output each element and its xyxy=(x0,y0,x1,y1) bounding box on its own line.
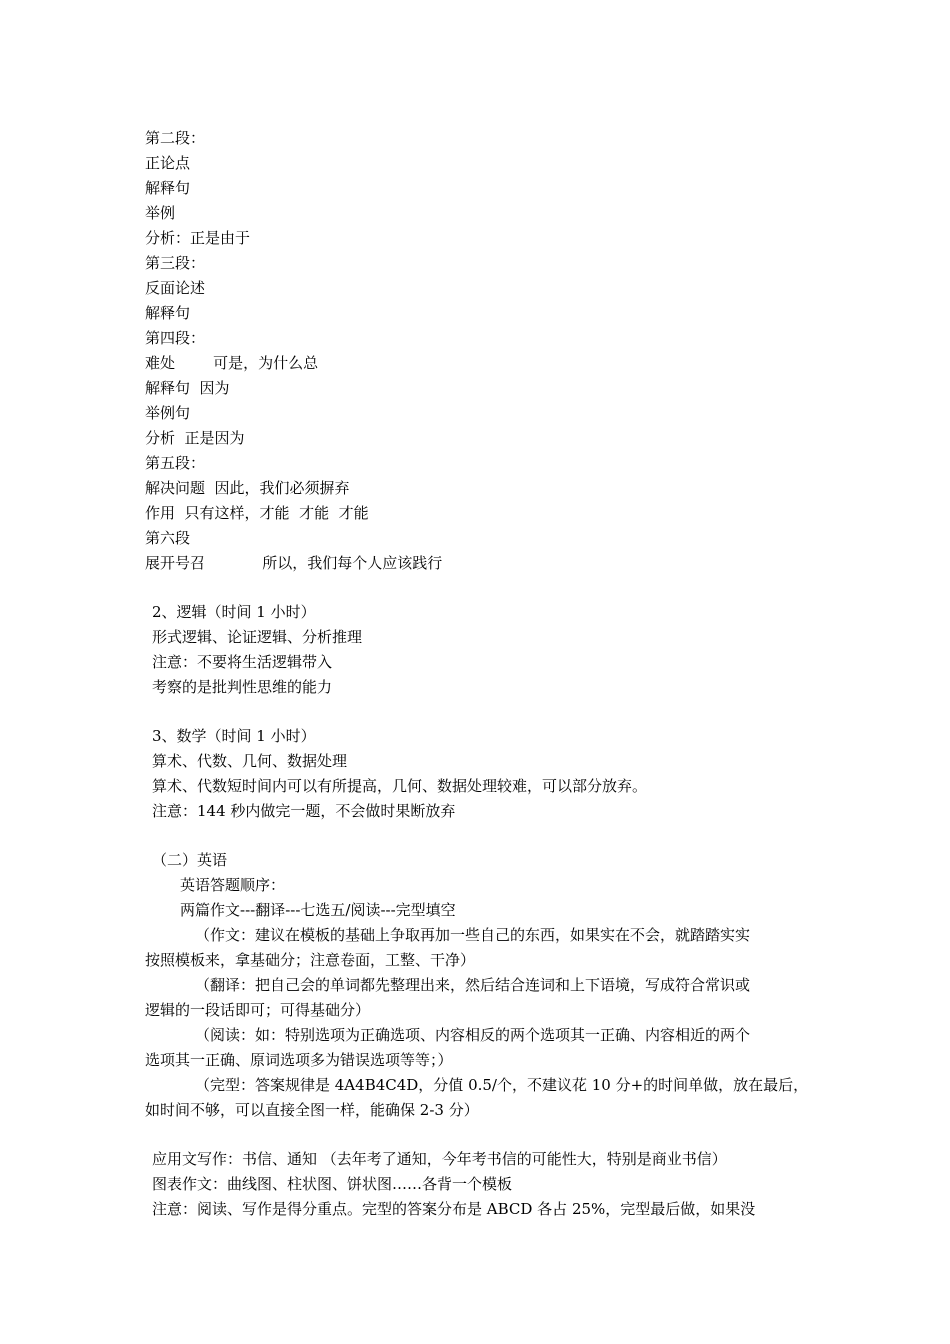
outline-line: 解决问题 因此，我们必须摒弃 xyxy=(145,479,350,497)
outline-line: 难处 可是，为什么总 xyxy=(145,354,319,372)
outline-line: 解释句 xyxy=(145,179,191,197)
math-line: 注意：144 秒内做完一题，不会做时果断放弃 xyxy=(152,802,456,820)
english-tip-translation-cont: 逻辑的一段话即可；可得基础分） xyxy=(145,1001,371,1019)
math-line: 算术、代数、几何、数据处理 xyxy=(152,752,348,770)
english-note: 图表作文：曲线图、柱状图、饼状图……各背一个模板 xyxy=(152,1175,513,1193)
english-tip-reading-cont: 选项其一正确、原词选项多为错误选项等等；） xyxy=(145,1051,453,1069)
outline-line: 反面论述 xyxy=(145,279,206,297)
english-tip-translation: （翻译：把自己会的单词都先整理出来，然后结合连词和上下语境，写成符合常识或 xyxy=(195,976,751,994)
outline-line: 正论点 xyxy=(145,154,191,172)
english-order: 两篇作文---翻译---七选五/阅读---完型填空 xyxy=(180,901,456,919)
outline-line: 分析：正是由于 xyxy=(145,229,251,247)
outline-line: 分析 正是因为 xyxy=(145,429,245,447)
outline-line: 第三段： xyxy=(145,254,206,272)
outline-line: 第五段： xyxy=(145,454,206,472)
outline-line: 展开号召 所以，我们每个人应该践行 xyxy=(145,554,443,572)
outline-line: 举例 xyxy=(145,204,176,222)
english-tip-reading: （阅读：如：特别选项为正确选项、内容相反的两个选项其一正确、内容相近的两个 xyxy=(195,1026,751,1044)
english-note: 注意：阅读、写作是得分重点。完型的答案分布是 ABCD 各占 25%，完型最后做，如果没 xyxy=(152,1200,756,1218)
outline-line: 作用 只有这样，才能 才能 才能 xyxy=(145,504,369,522)
outline-line: 举例句 xyxy=(145,404,191,422)
english-tip-cloze-cont: 如时间不够，可以直接全图一样，能确保 2-3 分） xyxy=(145,1101,479,1119)
logic-line: 注意：不要将生活逻辑带入 xyxy=(152,653,333,671)
outline-line: 第二段： xyxy=(145,129,206,147)
outline-line: 第六段 xyxy=(145,529,191,547)
outline-line: 解释句 因为 xyxy=(145,379,230,397)
english-tip-writing: （作文：建议在模板的基础上争取再加一些自己的东西，如果实在不会，就踏踏实实 xyxy=(195,926,751,944)
section-heading-math: 3、数学（时间 1 小时） xyxy=(152,727,316,745)
section-heading-logic: 2、逻辑（时间 1 小时） xyxy=(152,603,316,621)
section-heading-english: （二）英语 xyxy=(152,851,228,869)
logic-line: 考察的是批判性思维的能力 xyxy=(152,678,333,696)
english-tip-cloze: （完型：答案规律是 4A4B4C4D，分值 0.5/个，不建议花 10 分+的时间单做，放在最后， xyxy=(195,1076,809,1094)
outline-line: 解释句 xyxy=(145,304,191,322)
english-tip-writing-cont: 按照模板来，拿基础分；注意卷面，工整、干净） xyxy=(145,951,476,969)
math-line: 算术、代数短时间内可以有所提高，几何、数据处理较难，可以部分放弃。 xyxy=(152,777,648,795)
english-note: 应用文写作：书信、通知 （去年考了通知，今年考书信的可能性大，特别是商业书信） xyxy=(152,1150,727,1168)
outline-line: 第四段： xyxy=(145,329,206,347)
english-order-label: 英语答题顺序： xyxy=(180,876,286,894)
logic-line: 形式逻辑、论证逻辑、分析推理 xyxy=(152,628,363,646)
